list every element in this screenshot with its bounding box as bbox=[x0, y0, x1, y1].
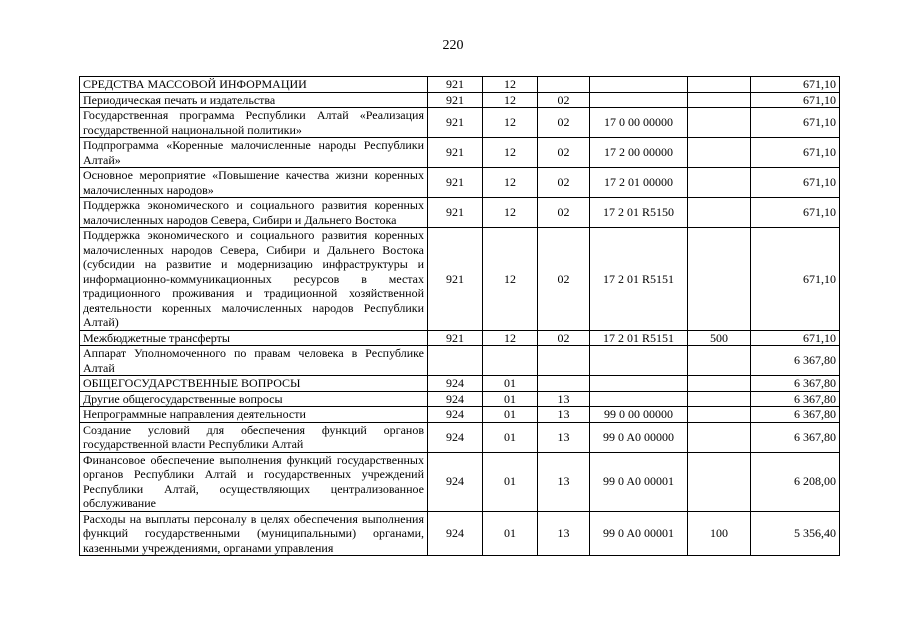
ministry-code-cell: 921 bbox=[428, 138, 483, 168]
expense-name-cell: Поддержка экономического и социального развития коренных малочисленных народов Севера, Сибири и Дальнего Востока bbox=[80, 198, 428, 228]
amount-cell: 6 367,80 bbox=[751, 407, 840, 423]
amount-cell: 6 367,80 bbox=[751, 346, 840, 376]
section-code-cell: 01 bbox=[483, 452, 538, 511]
expense-name-cell: Основное мероприятие «Повышение качества жизни коренных малочисленных народов» bbox=[80, 168, 428, 198]
expense-type-cell bbox=[688, 138, 751, 168]
section-code-cell: 01 bbox=[483, 391, 538, 407]
expense-type-cell bbox=[688, 92, 751, 108]
target-article-cell: 17 2 00 00000 bbox=[590, 138, 688, 168]
ministry-code-cell: 924 bbox=[428, 407, 483, 423]
section-code-cell: 01 bbox=[483, 407, 538, 423]
ministry-code-cell: 921 bbox=[428, 77, 483, 93]
ministry-code-cell: 924 bbox=[428, 452, 483, 511]
section-code-cell: 01 bbox=[483, 376, 538, 392]
page-number: 220 bbox=[442, 38, 464, 53]
ministry-code-cell: 924 bbox=[428, 422, 483, 452]
expense-type-cell bbox=[688, 108, 751, 138]
section-code-cell: 12 bbox=[483, 198, 538, 228]
expense-type-cell bbox=[688, 452, 751, 511]
expense-type-cell bbox=[688, 77, 751, 93]
subsection-code-cell: 02 bbox=[538, 228, 590, 331]
subsection-code-cell: 02 bbox=[538, 330, 590, 346]
section-code-cell: 12 bbox=[483, 330, 538, 346]
table-row bbox=[80, 77, 840, 93]
ministry-code-cell: 921 bbox=[428, 198, 483, 228]
amount-cell: 5 356,40 bbox=[751, 511, 840, 556]
expense-type-cell bbox=[688, 422, 751, 452]
ministry-code-cell: 924 bbox=[428, 376, 483, 392]
expense-name-cell: Подпрограмма «Коренные малочисленные народы Республики Алтай» bbox=[80, 138, 428, 168]
section-code-cell: 01 bbox=[483, 511, 538, 556]
expense-name-cell: СРЕДСТВА МАССОВОЙ ИНФОРМАЦИИ bbox=[80, 77, 428, 93]
amount-cell: 671,10 bbox=[751, 92, 840, 108]
section-code-cell: 12 bbox=[483, 168, 538, 198]
target-article-cell: 99 0 A0 00000 bbox=[590, 422, 688, 452]
subsection-code-cell bbox=[538, 376, 590, 392]
section-code-cell bbox=[483, 346, 538, 376]
amount-cell: 6 367,80 bbox=[751, 376, 840, 392]
expense-type-cell bbox=[688, 376, 751, 392]
target-article-cell: 99 0 00 00000 bbox=[590, 407, 688, 423]
table-row bbox=[80, 422, 840, 452]
table-row bbox=[80, 108, 840, 138]
amount-cell: 6 367,80 bbox=[751, 391, 840, 407]
amount-cell: 671,10 bbox=[751, 108, 840, 138]
subsection-code-cell: 13 bbox=[538, 422, 590, 452]
expense-name-cell: ОБЩЕГОСУДАРСТВЕННЫЕ ВОПРОСЫ bbox=[80, 376, 428, 392]
subsection-code-cell bbox=[538, 346, 590, 376]
table-row bbox=[80, 452, 840, 511]
expense-type-cell bbox=[688, 168, 751, 198]
table-row bbox=[80, 198, 840, 228]
table-row bbox=[80, 228, 840, 331]
target-article-cell bbox=[590, 346, 688, 376]
expense-name-cell: Непрограммные направления деятельности bbox=[80, 407, 428, 423]
subsection-code-cell: 02 bbox=[538, 168, 590, 198]
expense-name-cell: Аппарат Уполномоченного по правам человека в Республике Алтай bbox=[80, 346, 428, 376]
ministry-code-cell: 924 bbox=[428, 391, 483, 407]
table-row bbox=[80, 138, 840, 168]
target-article-cell: 17 2 01 R5150 bbox=[590, 198, 688, 228]
amount-cell: 671,10 bbox=[751, 77, 840, 93]
section-code-cell: 01 bbox=[483, 422, 538, 452]
expense-type-cell bbox=[688, 198, 751, 228]
target-article-cell bbox=[590, 77, 688, 93]
target-article-cell bbox=[590, 391, 688, 407]
table-row bbox=[80, 407, 840, 423]
expense-name-cell: Другие общегосударственные вопросы bbox=[80, 391, 428, 407]
ministry-code-cell: 921 bbox=[428, 108, 483, 138]
target-article-cell: 17 2 01 00000 bbox=[590, 168, 688, 198]
target-article-cell: 99 0 A0 00001 bbox=[590, 511, 688, 556]
ministry-code-cell: 921 bbox=[428, 168, 483, 198]
ministry-code-cell: 924 bbox=[428, 511, 483, 556]
subsection-code-cell: 02 bbox=[538, 108, 590, 138]
ministry-code-cell bbox=[428, 346, 483, 376]
table-row bbox=[80, 92, 840, 108]
expense-name-cell: Финансовое обеспечение выполнения функций государственных органов Республики Алтай и государственных учреждений Республики Алтай, осуществляющих централизованное обслуживание bbox=[80, 452, 428, 511]
subsection-code-cell: 13 bbox=[538, 511, 590, 556]
expense-type-cell bbox=[688, 346, 751, 376]
section-code-cell: 12 bbox=[483, 92, 538, 108]
expense-type-cell bbox=[688, 391, 751, 407]
ministry-code-cell: 921 bbox=[428, 330, 483, 346]
subsection-code-cell: 13 bbox=[538, 407, 590, 423]
table-row bbox=[80, 376, 840, 392]
target-article-cell: 17 0 00 00000 bbox=[590, 108, 688, 138]
amount-cell: 6 208,00 bbox=[751, 452, 840, 511]
amount-cell: 671,10 bbox=[751, 168, 840, 198]
expense-name-cell: Межбюджетные трансферты bbox=[80, 330, 428, 346]
target-article-cell: 17 2 01 R5151 bbox=[590, 228, 688, 331]
table-row bbox=[80, 168, 840, 198]
section-code-cell: 12 bbox=[483, 108, 538, 138]
amount-cell: 671,10 bbox=[751, 198, 840, 228]
table-row bbox=[80, 346, 840, 376]
amount-cell: 6 367,80 bbox=[751, 422, 840, 452]
subsection-code-cell: 13 bbox=[538, 391, 590, 407]
expense-name-cell: Создание условий для обеспечения функций органов государственной власти Республики Алтай bbox=[80, 422, 428, 452]
section-code-cell: 12 bbox=[483, 228, 538, 331]
target-article-cell: 17 2 01 R5151 bbox=[590, 330, 688, 346]
section-code-cell: 12 bbox=[483, 138, 538, 168]
expense-name-cell: Периодическая печать и издательства bbox=[80, 92, 428, 108]
table-row bbox=[80, 330, 840, 346]
expense-name-cell: Государственная программа Республики Алтай «Реализация государственной национальной политики» bbox=[80, 108, 428, 138]
target-article-cell: 99 0 A0 00001 bbox=[590, 452, 688, 511]
ministry-code-cell: 921 bbox=[428, 228, 483, 331]
subsection-code-cell: 13 bbox=[538, 452, 590, 511]
amount-cell: 671,10 bbox=[751, 138, 840, 168]
section-code-cell: 12 bbox=[483, 77, 538, 93]
expense-type-cell: 100 bbox=[688, 511, 751, 556]
amount-cell: 671,10 bbox=[751, 330, 840, 346]
table-row bbox=[80, 391, 840, 407]
expense-type-cell bbox=[688, 407, 751, 423]
amount-cell: 671,10 bbox=[751, 228, 840, 331]
ministry-code-cell: 921 bbox=[428, 92, 483, 108]
subsection-code-cell: 02 bbox=[538, 92, 590, 108]
table-row bbox=[80, 511, 840, 556]
budget-table bbox=[79, 76, 840, 556]
subsection-code-cell: 02 bbox=[538, 138, 590, 168]
expense-type-cell: 500 bbox=[688, 330, 751, 346]
expense-type-cell bbox=[688, 228, 751, 331]
subsection-code-cell: 02 bbox=[538, 198, 590, 228]
subsection-code-cell bbox=[538, 77, 590, 93]
target-article-cell bbox=[590, 92, 688, 108]
target-article-cell bbox=[590, 376, 688, 392]
expense-name-cell: Расходы на выплаты персоналу в целях обеспечения выполнения функций государственными (муниципальными) органами, казенными учреждениями, органами управления bbox=[80, 511, 428, 556]
expense-name-cell: Поддержка экономического и социального развития коренных малочисленных народов Севера, Сибири и Дальнего Востока (субсидии на развитие и модернизацию инфраструктуры и информационно-коммуникационных ресурсов в местах традиционного проживания и традиционной хозяйственной деятельности коренных малочисленных народов Республики Алтай) bbox=[80, 228, 428, 331]
